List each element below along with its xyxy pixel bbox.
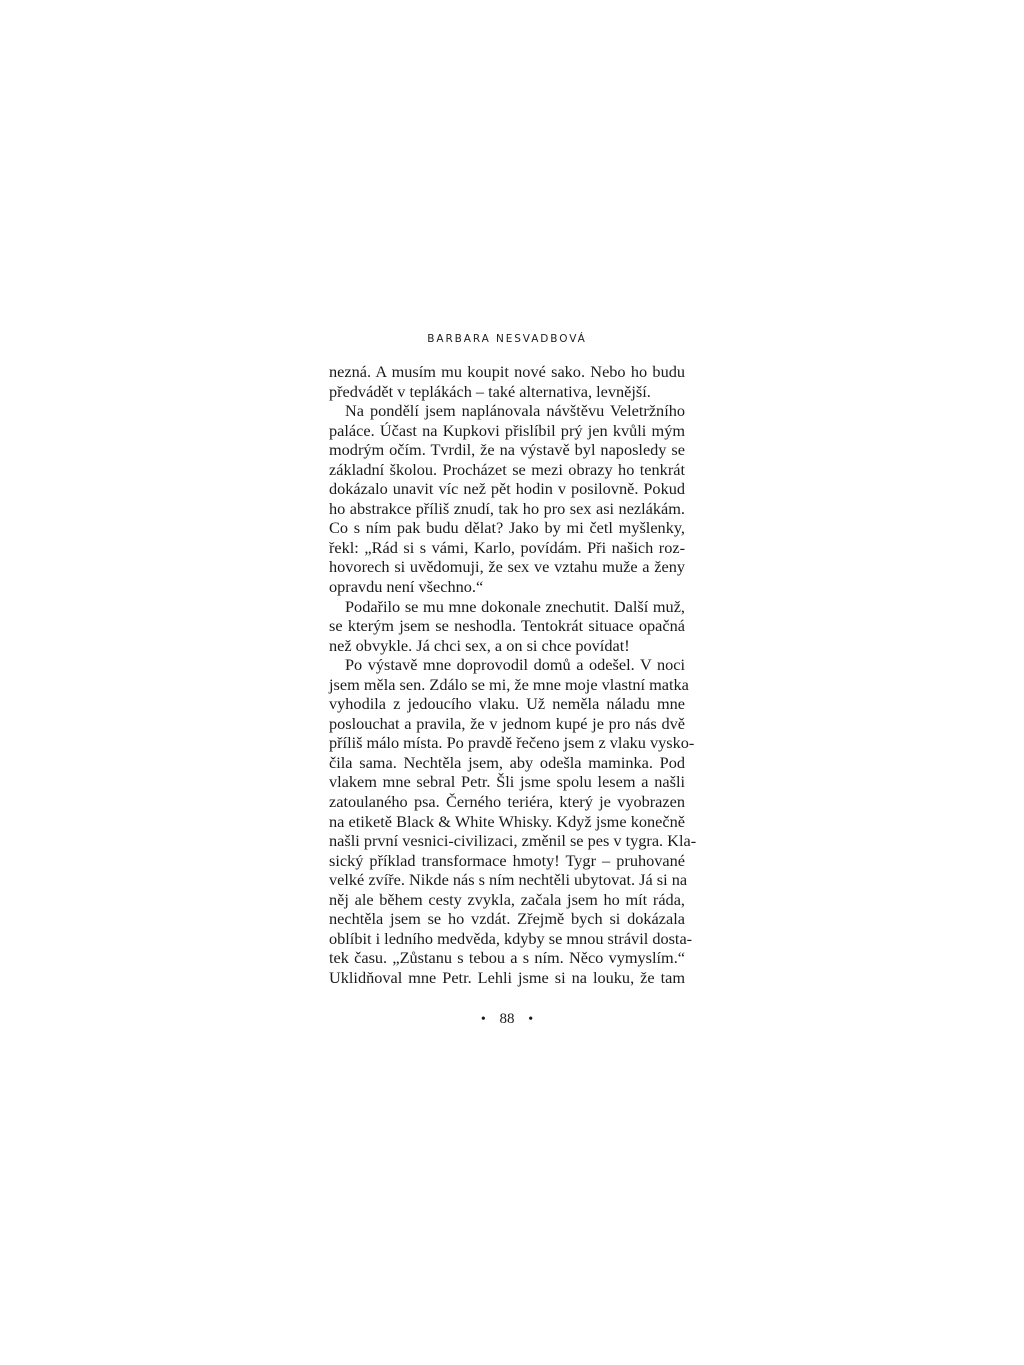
text-line: paláce. Účast na Kupkovi přislíbil prý jen kvůli mým	[329, 420, 685, 440]
text-line: než obvykle. Já chci sex, a on si chce povídat!	[329, 635, 630, 655]
text-line: se kterým jsem se neshodla. Tentokrát situace opačná	[329, 616, 685, 636]
text-line: příliš málo místa. Po pravdě řečeno jsem z vlaku vysko-	[329, 733, 695, 753]
text-line: nezná. A musím mu koupit nové sako. Nebo ho budu	[329, 362, 685, 381]
folio-bullet-right: •	[528, 1012, 534, 1027]
text-line: základní školou. Procházet se mezi obrazy ho tenkrát	[329, 459, 685, 479]
page-number: 88	[499, 1011, 515, 1027]
text-line: předvádět v teplákách – také alternativa, levnější.	[329, 381, 651, 401]
text-line: na etiketě Black & White Whisky. Když jsme konečně	[329, 811, 685, 831]
body-text	[329, 362, 697, 988]
text-line: ho abstrakce příliš znudí, tak ho pro sex asi nezlákám.	[329, 498, 685, 518]
folio-bullet-left: •	[480, 1012, 486, 1027]
text-line: modrým očím. Tvrdil, že na výstavě byl naposledy se	[329, 440, 685, 460]
text-line: velké zvíře. Nikde nás s ním nechtěli ubytovat. Já si na	[329, 870, 688, 890]
text-line: Podařilo se mu mne dokonale znechutit. Další muž,	[345, 596, 685, 616]
text-line: něj ale během cesty zvykla, začala jsem ho mít ráda,	[329, 889, 685, 909]
text-line: zatoulaného psa. Černého teriéra, který je vyobrazen	[329, 792, 685, 812]
text-line: dokázalo unavit víc než pět hodin v posilovně. Pokud	[329, 479, 685, 499]
text-line: Na pondělí jsem naplánovala návštěvu Veletržního	[345, 401, 685, 421]
text-line: jsem měla sen. Zdálo se mi, že mne moje vlastní matka	[329, 674, 689, 694]
text-line: nechtěla jsem se ho vzdát. Zřejmě bych si dokázala	[329, 909, 685, 929]
text-line: Co s ním pak budu dělat? Jako by mi četl myšlenky,	[329, 518, 685, 538]
text-line: oblíbit i ledního medvěda, kdyby se mnou strávil dosta-	[329, 928, 693, 948]
text-line: našli první vesnici-civilizaci, změnil se pes v tygra. Kla-	[329, 831, 697, 851]
text-line: vyhodila z jedoucího vlaku. Už neměla náladu mne	[329, 694, 685, 714]
page-footer	[329, 1011, 685, 1028]
running-header: BARBARA NESVADBOVÁ	[427, 333, 587, 345]
text-line: tek času. „Zůstanu s tebou a s ním. Něco vymyslím.“	[329, 948, 685, 968]
text-line: hovorech si uvědomuji, že sex ve vztahu muže a ženy	[329, 557, 685, 577]
text-line: čila sama. Nechtěla jsem, aby odešla maminka. Pod	[329, 752, 685, 772]
text-line: opravdu není všechno.“	[329, 577, 484, 597]
text-line: poslouchat a pravila, že v jednom kupé je pro nás dvě	[329, 713, 685, 733]
text-line: řekl: „Rád si s vámi, Karlo, povídám. Při našich roz-	[329, 537, 685, 557]
text-line: vlakem mne sebral Petr. Šli jsme spolu lesem a našli	[329, 772, 685, 792]
text-line: Po výstavě mne doprovodil domů a odešel. V noci	[345, 655, 685, 675]
text-line: Uklidňoval mne Petr. Lehli jsme si na louku, že tam	[329, 967, 685, 987]
text-line: sický příklad transformace hmoty! Tygr – pruhované	[329, 850, 685, 870]
